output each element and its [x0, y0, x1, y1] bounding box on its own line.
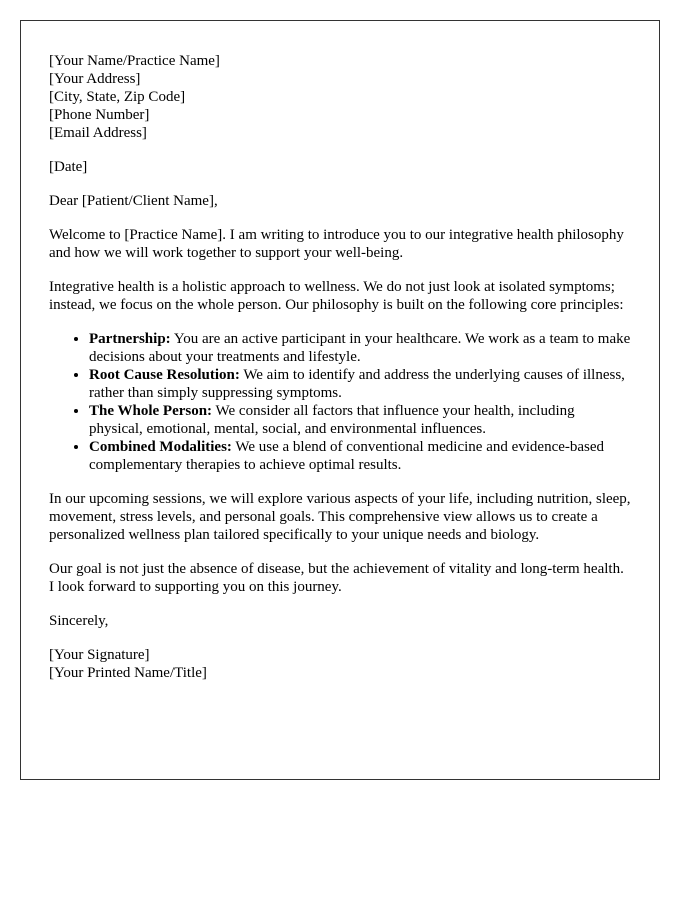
principle-text: We consider all factors that influence your health, including physical, emotional, mental, social, and environmental influences.: [89, 403, 575, 437]
principle-title: Root Cause Resolution:: [89, 367, 240, 383]
sender-name: [Your Name/Practice Name]: [49, 53, 220, 69]
principle-title: Partnership:: [89, 331, 171, 347]
salutation: Dear [Patient/Client Name],: [49, 193, 218, 209]
principle-text: We aim to identify and address the underlying causes of illness, rather than simply suppressing symptoms.: [89, 367, 625, 401]
sessions-paragraph: In our upcoming sessions, we will explore various aspects of your life, including nutrition, sleep, movement, stress levels, and personal goals. This comprehensive view allows us to create a personalized wellness plan tailored specifically to your unique needs and biology.: [49, 491, 631, 543]
closing: Sincerely,: [49, 613, 109, 629]
philosophy-paragraph: Integrative health is a holistic approach to wellness. We do not just look at isolated symptoms; instead, we focus on the whole person. Our philosophy is built on the following core principles:: [49, 279, 624, 313]
sender-address: [Your Address]: [49, 71, 141, 87]
principle-title: Combined Modalities:: [89, 439, 232, 455]
principle-text: We use a blend of conventional medicine and evidence-based complementary therapies to achieve optimal results.: [89, 439, 605, 473]
sender-block: [49, 52, 631, 142]
principle-text: You are an active participant in your healthcare. We work as a team to make decisions about your treatments and lifestyle.: [89, 331, 631, 365]
intro-paragraph: Welcome to [Practice Name]. I am writing to introduce you to our integrative health philosophy and how we will work together to support your well-being.: [49, 227, 624, 261]
signature-block: [49, 646, 631, 682]
principles-list: [49, 330, 631, 474]
letter: [20, 20, 660, 780]
sender-phone: [Phone Number]: [49, 107, 150, 123]
letter-date: [Date]: [49, 159, 88, 175]
goal-paragraph: Our goal is not just the absence of disease, but the achievement of vitality and long-term health. I look forward to supporting you on this journey.: [49, 561, 624, 595]
sender-email: [Email Address]: [49, 125, 147, 141]
list-item: [89, 438, 631, 474]
printed-name: [Your Printed Name/Title]: [49, 665, 207, 681]
principle-title: The Whole Person:: [89, 403, 213, 419]
list-item: [89, 330, 631, 366]
list-item: [89, 366, 631, 402]
list-item: [89, 402, 631, 438]
signature: [Your Signature]: [49, 647, 150, 663]
sender-city-state-zip: [City, State, Zip Code]: [49, 89, 186, 105]
